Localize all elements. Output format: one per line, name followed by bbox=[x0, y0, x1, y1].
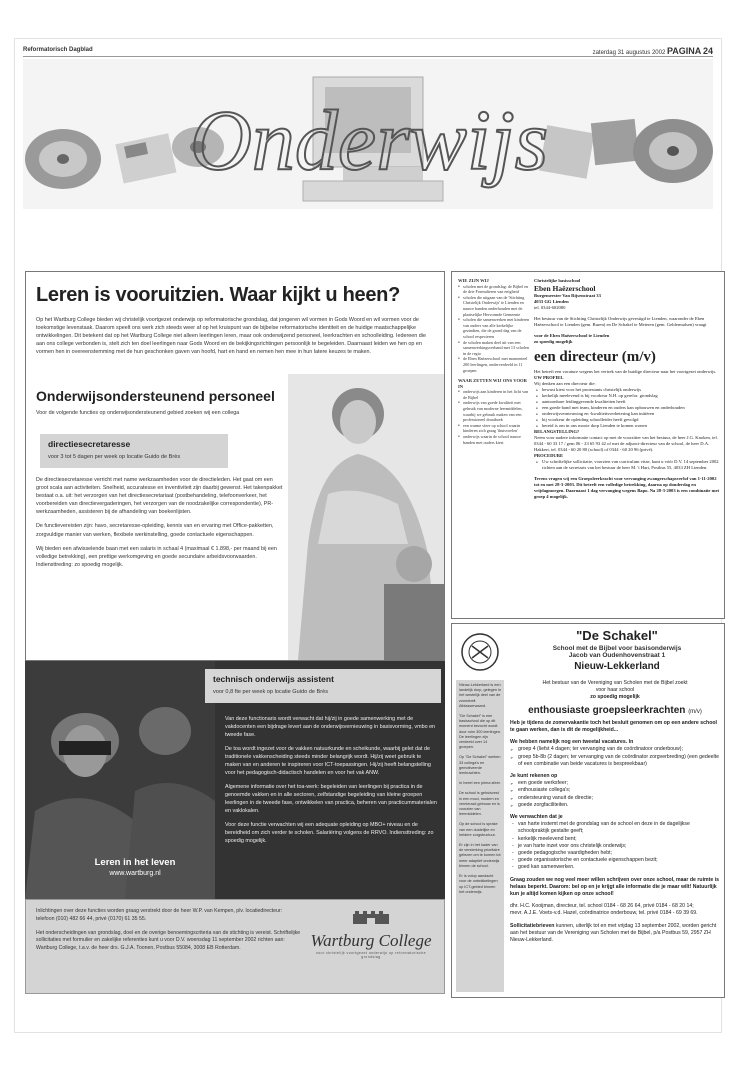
job-box-directiesecretaresse bbox=[40, 434, 228, 468]
wartburg-footer bbox=[25, 899, 445, 994]
job-title: directiesecretaresse bbox=[48, 439, 131, 449]
wartburg-headline: Leren is vooruitzien. Waar kijkt u heen? bbox=[36, 284, 401, 306]
schakel-sidebar: Nieuw-Lekkerland is een landelijk dorp, gelegen in het westelijk deel van de zonnebelt Alblasserwaard. "De Schakel" is een basisschool die op dit moment bezocht wordt door ruim 300 leerlingen. De leerlingen zijn verdeeld over 14 groepen. Op "De Schakel" werken 33 collega's en gemotiveerde leerkrachten. In heeel een prima sfeer. De school is gehuisvest in een mooi, modern en vernieuwd gebouw en is voorzien van leermiddelen. Op de school is sprake van een duidelijke en heldere zorgstructuur. Er zijn in het kader van de versterking prioritaire gelezen om te komen tot meer adaptief onderwijs binnen de school. Er is volop aandacht voor de ontwikkelingen op ICT-gebied binnen het onderwijs. bbox=[456, 680, 504, 992]
wartburg-logo bbox=[306, 910, 436, 959]
school-name: Eben Haëzerschool bbox=[534, 284, 596, 293]
job-box-toa bbox=[205, 669, 441, 703]
job-sub: voor 3 tot 5 dagen per week op locatie Guido de Brès bbox=[48, 454, 181, 460]
schakel-header bbox=[452, 624, 724, 676]
section-sub: Voor de volgende functies op onderwijsondersteunend gebied zoeken wij een collega bbox=[36, 410, 240, 416]
castle-icon bbox=[351, 910, 391, 926]
date-page: zaterdag 31 augustus 2002 PAGINA 24 bbox=[592, 46, 713, 56]
eben-job-title: een directeur (m/v) bbox=[534, 349, 656, 365]
schakel-job-title: enthousiaste groepsleerkrachten (m/v) bbox=[528, 704, 702, 716]
logo-name: Wartburg College bbox=[310, 931, 432, 950]
school-logo-icon bbox=[460, 632, 500, 672]
newspaper-page bbox=[14, 38, 722, 1033]
photo-secretary bbox=[288, 374, 444, 660]
wartburg-intro: Op het Wartburg College bieden wij christelijk voortgezet onderwijs op reformatorische grondslag, dat jongeren wil vormen in Gods Woord en wil vormen voor de toekomstige levenstaak. Daarom speelt ons werk zich steeds weer af op het kruispunt van de bijbelse reformatorische identiteit en de huidige maatschappelijke ontwikkelingen. Dit betekent dat op het Wartburg College niet alleen leerlingen leren, maar ook onderwijzend personeel, leerkrachten en schoolleiding. Iedereen die aan ons college verbonden is, stelt zich ten doel leerlingen naar Gods Woord en de bekijkingsrichtingen persoonlijk te begeleiden. Daarnaast leiden we hen op en vormen hen in overeenstemming met de hun geschonken gaven van hoofd, hart en hand en nemen hen mee in hun latere keuzes te maken. bbox=[36, 317, 426, 356]
logo-tagline: voor christelijk voortgezet onderwijs op reformatorische grondslag bbox=[315, 951, 427, 959]
job1-description: De directiesecretaresse verricht met name werkzaamheden voor de directieleden. Het gaat om een groot scala aan activiteiten. Snelheid, accuratesse en inventiviteit zijn daarbij gewenst. Het takenpakket bestaat o.a. uit: het verzorgen van het directiesecretariaat (postbehandeling, telefoonverkeer, het voorbereiden van directievergaderingen, het verzorgen van de noodzakelijke correspondentie), PR-werkzaamheden, assisteren bij de afhandeling van boekenlijsten. De functievereisten zijn: havo, secretaresse-opleiding, kennis van en ervaring met Office-pakketten, zorgvuldige manier van werken, flexibele werkinstelling, goede contactuele eigenschappen. Wij bieden een afwisselende baan met een salaris in schaal 4 (maximaal € 1.898,- per maand bij een volledige betrekking), een prettige werkomgeving en goede secundaire arbeidsvoorwaarden. Indiensttreding: zo spoedig mogelijk. bbox=[36, 477, 283, 568]
page-number: 24 bbox=[702, 46, 713, 56]
job-sub: voor 0,8 fte per week op locatie Guido de Brès bbox=[213, 689, 329, 695]
section-title: Onderwijsondersteunend personeel bbox=[36, 388, 275, 404]
banner-illustration bbox=[23, 59, 713, 209]
wartburg-ad bbox=[25, 271, 445, 661]
tech-assistant-block bbox=[25, 661, 445, 899]
paper-name: Reformatorisch Dagblad bbox=[23, 47, 93, 53]
slogan: Leren in het leven bbox=[94, 857, 176, 868]
section-banner bbox=[23, 59, 713, 209]
slogan-block bbox=[65, 857, 205, 877]
eben-main: Christelijke basisschool Eben Haëzerschool Burgemeester Van Rijsenstraat 33 4033 GG Lienden tel. 0344-602080 Het bestuur van de Stichting Christelijk Onderwijs gevestigd te Lienden, waaronder de Eben Haëzerschool te Lienden (gem. Buren) en De Schakel te Meteren (gem. Geldermalsen) vraagt voor de Eben Haëzerschool te Lienden zo spoedig mogelijk een directeur (m/v) Het betreft een vacature wegens het vertrek van de huidige directeur naar het voortgezet onderwijs. UW PROFIEL Wij denken aan een directeur die: ● bewust kiest voor het protestants christelijk onderwijs ● kerkelijk meelevend is bij voorkeur N.H. op gerefor. grondslag ● aantoonbare leidinggevende kwaliteiten heeft ● een goede band met team, kinderen en ouders kan opbouwen en onderhouden ● onderwijsvernieuwing en -kwaliteitsverbetering kan initiëren ● bij voorkeur de opleiding schoolleider heeft gevolgd ● bereid is om in ons mooie dorp Lienden te komen wonen BELANGSTELLING? Neem voor nadere informatie contact op met de voorzitter van het bestuur, de heer J.G. Knoken, tel. 0344 - 60 33 17 / gem 06 - 23 65 93 42 of met de adjunct-directeur van de school, de heer D.A. Hakkert, tel. 0344 - 60 20 80 (school) of 0344 - 60 20 96 (privé). PROCEDURE ● Uw schriftelijke sollicitatie, voorzien van curriculum vitae, kunt u vóór D.V. 14 september 2002 richten aan de secretaris van het bestuur de heer M. 't Hart, Postbus 55, 4033 ZH Lienden. Tevens vragen wij een Groepsleerkracht voor vervanging zwangerschapsverlof van 1-11-2002 tot en met 28-3-2003. Dit betreft een volledige betrekking, daarna op donderdag en vrijdagmorgen. Daarnaast 1 dag vervanging wegens Bapo. Na 28-3-2003 is een combinatie met groep 4 mogelijk. bbox=[534, 278, 720, 500]
banner-title: Onderwijs bbox=[189, 92, 549, 188]
eben-haezer-ad bbox=[451, 271, 725, 619]
job-title: technisch onderwijs assistent bbox=[213, 674, 334, 684]
eben-sidebar: WIE ZIJN WIJ ● scholen met de grondslag: de Bijbel en de drie Formulieren van enigheid ● scholen die uitgaan van de 'Stichting Christelijk Onderwijs' te Lienden en nauwe banden onderhouden met de plaatselijke Hervormde Gemeente ● scholen die samenwerken met kinderen van ouders van alle kerkelijke gezindten, die de grond dag van de school respecteren ● de scholen maken deel uit van een samenwerkingsverband met 13 scholen in de regio ● de Eben Haëzerschool met momenteel 200 leerlingen, onderverdeeld in 11 groepen WAAR ZETTEN WIJ ONS VOOR IN ● onderwijs aan kinderen in het licht van de Bijbel ● onderwijs van goede kwaliteit met gebruik van moderne leermiddelen, waarbij we gebruik maken van een professioneel draaiboek ● een warme sfeer op school waarin kinderen zich graag 'thuisvoelen' ● onderwijs waarin de school nauwe banden met ouders kiest bbox=[458, 278, 530, 614]
website-link[interactable]: www.wartburg.nl bbox=[109, 870, 161, 877]
job2-description: Van deze functionaris wordt verwacht dat hij/zij in goede samenwerking met de vakdocenten een bijdrage levert aan de onderwijsvernieuwing in basisvorming, vmbo en tweede fase. De toa wordt ingezet voor de vakken natuurkunde en scheikunde, waarbij gelet dat de traditionele vakkenscheiding steeds minder belangrijk wordt. Hij/zij weet gebruik te maken van en anderen te inspireren voor ICT-toepassingen. Hij/zij heeft belangstelling voor het pedagogisch-didactisch handelen en voor het vak ANW. Algemene informatie over het toa-werk: begeleiden van leerlingen bij practica in de genoemde vakken en in alle sectoren, zelfstandige begeleiding van kleine groepen leerlingen in de tweede fase, ontwikkelen van practica, beheren van practicummaterialen en vaklokalen. Voor deze functie verwachten wij een adequate opleiding op MBO+ niveau en de bereidheid om zich verder te scholen. Salariëring volgens de RRVO. Indiensttreding: zo spoedig mogelijk. bbox=[225, 716, 437, 844]
footer-info: Inlichtingen over deze functies worden graag verstrekt door de heer W.P. van Kempen, plv. locatiedirecteur: telefoon (010) 482 66 44, privé (0170) 61 35 55. Het onderscheidingen van grondslag, doel en de overige benoemingscriteria van de stichting is vereist. Schriftelijke sollicitaties met formulier en zakelijke referenties kunt u voor D.V. woensdag 11 september 2002 richten aan: Wartburg College, t.a.v. de heer drs. G.J.A. Toonen, Postbus 55084, 3008 EB Rotterdam. bbox=[36, 908, 301, 952]
schakel-main: Het bestuur van de Vereniging van Scholen met de Bijbel zoekt voor haar school zo spoedig mogelijk enthousiaste groepsleerkrachten (m/v) Heb je tijdens de zomervakantie toch het besluit genomen om op een andere school te gaan werken, dan is dit de mogelijkheid... We hebben namelijk nog een tweetal vacatures. In ➢ groep 4 (liefst 4 dagen; ter vervanging van de coördinatoor onderbouw); ➢ groep 5b-8b (2 dagen; ter vervanging van de coördinator zorgverbreding) (een gedeelte of een combinatie van beide vacatures is bespreekbaar) Je kunt rekenen op ➢ een goede werksfeer; ➢ enthousiaste collega's; ➢ ondersteuning vanuit de directie; ➢ goede zorgfaciliteiten. We verwachten dat je - van harte instemt met de grondslag van de school en deze in de dagelijkse schoolpraktijk gestalte geeft; - kerkelijk meelevend bent; - je van harte inzet voor ons christelijk onderwijs; - goede pedagogische vaardigheden hebt; - goede organisatorische en contactuele eigenschappen bezit; - goed kan samenwerken. Graag zouden we nog veel meer willen schrijven over onze school, maar de ruimte is helaas beperkt. Daarom: bel op en je krijgt alle informatie die je maar wilt! Natuurlijk kun je altijd komen kijken op onze school! dhr. H.C. Kooijman, directeur, tel. school 0184 - 68 26 64, privé 0184 - 68 20 14; mevr. A.J.E. Voets-v.d. Hazel, coördinatrice onderbouw, tel. privé 0184 - 69 39 69. Sollicitatiebrieven kunnen, uiterlijk tot en met vrijdag 13 september 2002, worden gericht aan het bestuur van de Vereniging van Scholen met de Bijbel, p/a Postbus 59, 2957 ZH Nieuw-Lekkerland. bbox=[510, 680, 720, 944]
photo-secretary-image bbox=[288, 374, 444, 660]
de-schakel-ad bbox=[451, 623, 725, 998]
page-header bbox=[23, 45, 713, 57]
schakel-title: "De Schakel" School met de Bijbel voor basisonderwijs Jacob van Oudenhovenstraat 1 Nieuw-Lekkerland bbox=[552, 628, 682, 672]
